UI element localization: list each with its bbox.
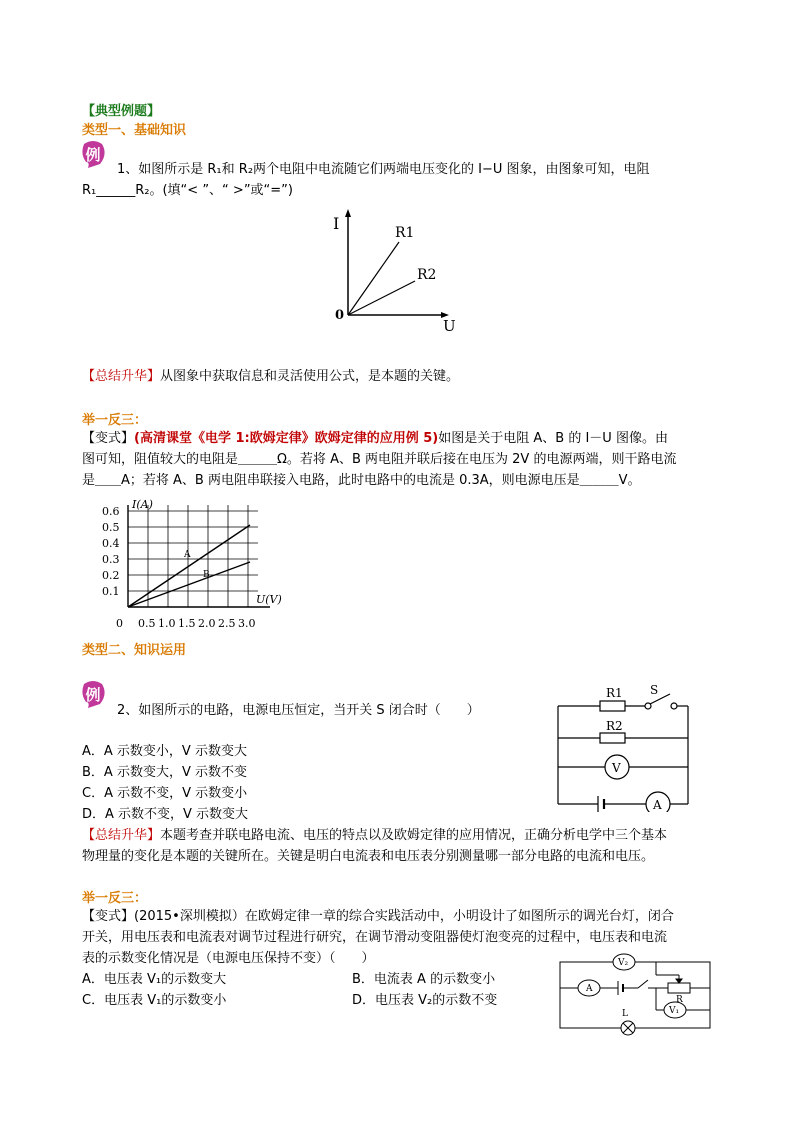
switch [638, 980, 648, 988]
line-a-label: A [184, 550, 191, 560]
y-axis-label: I(A) [132, 498, 153, 511]
x-tick-label: 3.0 [238, 617, 256, 630]
rheostat-r [668, 983, 690, 993]
y-tick-label: 0.4 [102, 537, 120, 550]
a-label: A [586, 984, 593, 994]
question-2-option-b: B．A 示数变大，V 示数不变 [82, 765, 247, 780]
iu-graph-figure [325, 205, 465, 335]
example-badge-icon [80, 140, 106, 170]
circuit-figure-1 [550, 682, 700, 812]
line-a [128, 525, 250, 607]
x-tick-label: 0.5 [138, 617, 156, 630]
r2-label: R2 [417, 267, 437, 283]
juyi-heading-2: 举一反三： [82, 891, 148, 906]
y-tick-label: 0.5 [102, 521, 120, 534]
circuit-figure-2 [556, 950, 716, 1040]
summary-1-text: 从图象中获取信息和灵活使用公式，是本题的关键。 [160, 369, 460, 384]
a-label: A [653, 798, 662, 812]
summary-2-text-1: 本题考查并联电路电流、电压的特点以及欧姆定律的应用情况，正确分析电学中三个基本 [160, 828, 668, 843]
question-2-option-a: A．A 示数变小，V 示数变大 [82, 744, 247, 759]
variant-1-line-1-tail: 如图是关于电阻 A、B 的 I－U 图像。由 [438, 431, 668, 446]
type-one-heading: 类型一、基础知识 [82, 123, 187, 138]
v2-label: V₂ [618, 958, 629, 968]
variant-2-option-c: C．电压表 V₁的示数变小 [82, 993, 227, 1008]
r2-label: R2 [606, 719, 623, 733]
x-axis-label: U [443, 317, 456, 335]
resistor-r1 [600, 701, 625, 711]
r-label: R [676, 995, 683, 1005]
section-heading: 【典型例题】 [82, 104, 161, 119]
variant-2-line-2: 开关，用电压表和电流表对调节过程进行研究，在调节滑动变阻器使灯泡变亮的过程中，电压表和电流 [82, 930, 668, 945]
line-b [128, 562, 250, 607]
summary-1 [82, 367, 459, 387]
variant-2-text-1: (2015•深圳模拟）在欧姆定律一章的综合实践活动中，小明设计了如图所示的调光台灯，闭合 [134, 909, 674, 924]
ab-graph-figure [100, 495, 295, 635]
x-tick-label: 2.0 [198, 617, 216, 630]
question-1-line-1: 1、如图所示是 R₁和 R₂两个电阻中电流随它们两端电压变化的 I−U 图象，由图象可知，电阻 [117, 162, 650, 177]
r2-line [348, 281, 415, 315]
r1-label: R1 [395, 225, 415, 241]
question-2-stem: 2、如图所示的电路，电源电压恒定，当开关 S 闭合时（ ） [117, 703, 480, 718]
v-label: V [612, 761, 621, 775]
origin-label: 0 [116, 617, 123, 630]
variant-2-option-a: A．电压表 V₁的示数变大 [82, 972, 227, 987]
s-label: S [650, 683, 659, 697]
summary-2-line-1 [82, 826, 667, 846]
summary-2-line-2: 物理量的变化是本题的关键所在。关键是明白电流表和电压表分别测量哪一部分电路的电流和电压。 [82, 849, 655, 864]
l-label: L [622, 1009, 628, 1019]
summary-2-tag: 【总结升华】 [82, 828, 161, 843]
svg-text:例: 例 [85, 146, 101, 164]
variant-2-line-3: 表的示数变化情况是（电源电压保持不变）（ ） [82, 951, 375, 966]
summary-1-tag: 【总结升华】 [82, 369, 161, 384]
variant-1-line-1 [82, 429, 668, 449]
variant-1-line-3: 是＿＿A；若将 A、B 两电阻串联接入电路，此时电路中的电流是 0.3A，则电源电压是＿＿＿V。 [82, 473, 641, 488]
question-2-option-d: D．A 示数不变，V 示数变大 [82, 807, 249, 822]
x-tick-label: 1.5 [178, 617, 196, 630]
variant-1-line-2: 图可知，阻值较大的电阻是＿＿＿Ω。若将 A、B 两电阻并联后接在电压为 2V 的电源两端，则干路电流 [82, 452, 677, 467]
y-tick-label: 0.2 [102, 569, 120, 582]
v1-label: V₁ [669, 1006, 680, 1016]
x-tick-label: 2.5 [218, 617, 236, 630]
r1-line [348, 242, 399, 315]
y-tick-label: 0.3 [102, 553, 120, 566]
question-2-option-c: C．A 示数不变，V 示数变小 [82, 786, 248, 801]
variant-2-line-1 [82, 907, 674, 927]
variant-1-reference: (高清课堂《电学 1:欧姆定律》欧姆定律的应用例 5) [134, 431, 439, 446]
variant-2-tag: 【变式】 [82, 909, 135, 924]
r1-label: R1 [606, 686, 623, 700]
variant-2-option-d: D．电压表 V₂的示数不变 [352, 993, 498, 1008]
question-1-line-2: R₁______R₂。(填“< ”、“ >”或“=”) [82, 183, 293, 198]
resistor-r2 [600, 733, 625, 743]
svg-text:例: 例 [85, 686, 101, 704]
line-b-label: B [203, 570, 210, 580]
x-axis-label: U(V) [256, 593, 282, 606]
y-tick-label: 0.6 [102, 505, 120, 518]
origin-label: 0 [335, 308, 345, 323]
example-badge-icon [80, 680, 106, 710]
juyi-heading-1: 举一反三： [82, 413, 148, 428]
x-tick-label: 1.0 [158, 617, 176, 630]
type-two-heading: 类型二、知识运用 [82, 643, 187, 658]
variant-2-option-b: B．电流表 A 的示数变小 [352, 972, 496, 987]
variant-1-tag: 【变式】 [82, 431, 135, 446]
y-tick-label: 0.1 [102, 585, 120, 598]
y-axis-label: I [333, 214, 340, 233]
